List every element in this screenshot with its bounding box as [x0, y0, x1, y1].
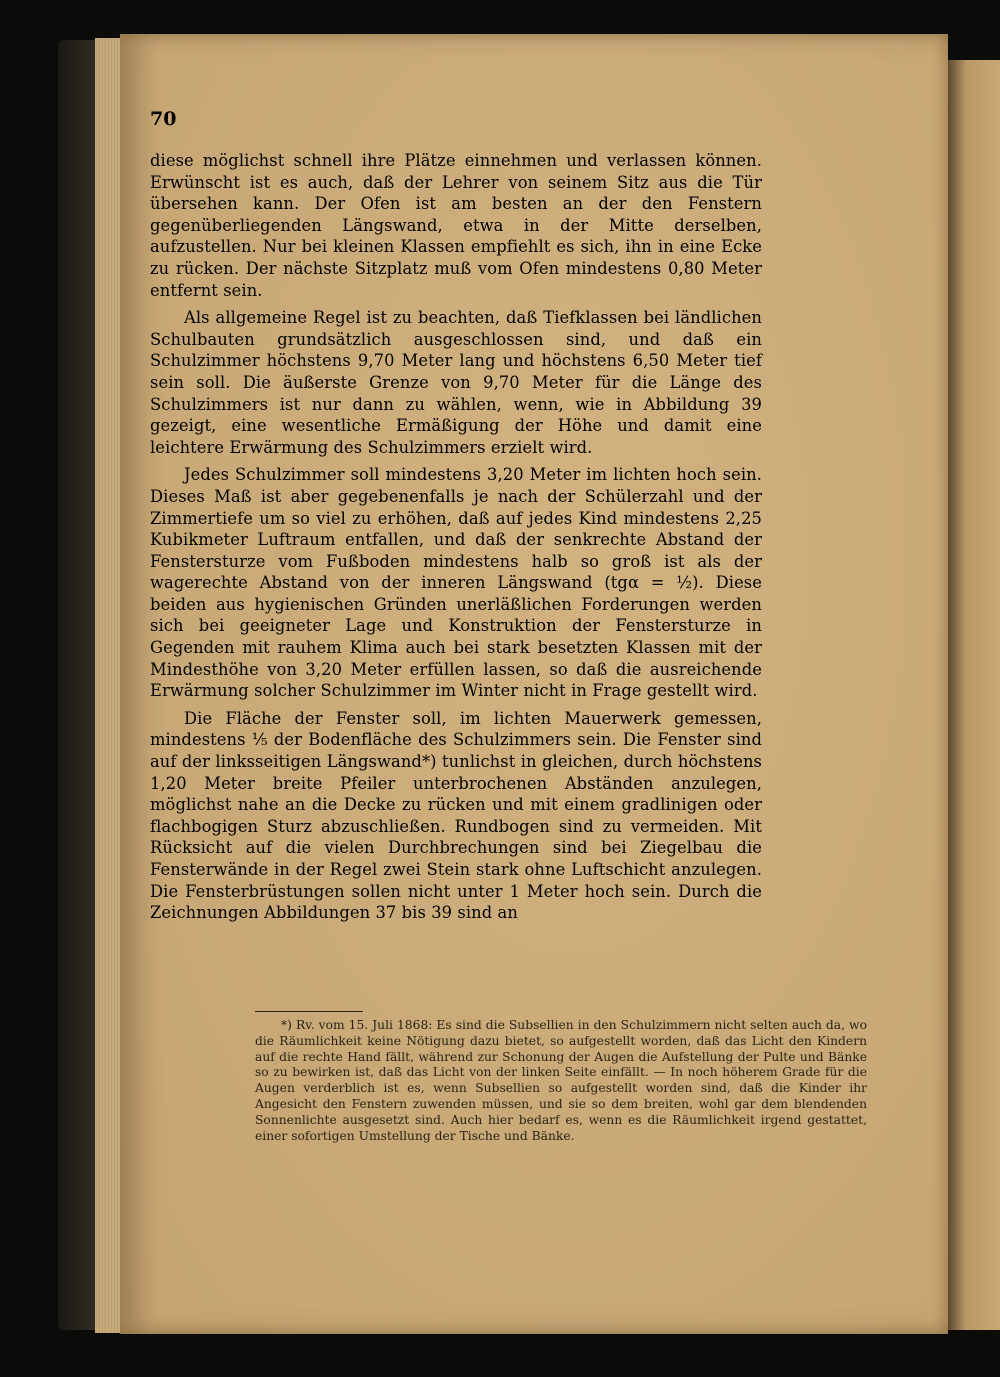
body-text: [150, 150, 762, 930]
footnote: [255, 1018, 867, 1144]
facing-page-edge: [948, 60, 1000, 1330]
footnote-text: *) Rv. vom 15. Juli 1868: Es sind die Subsellien in den Schulzimmern nicht selten auch da, wo die Räumlichkeit keine Nötigung dazu bietet, so aufgestellt worden, daß das Licht den Kindern auf die rechte Hand fällt, während zur Schonung der Augen die Aufstellung der Pulte und Bänke so zu bewirken ist, daß das Licht von der linken Seite einfällt. — In noch höherem Grade für die Augen verderblich ist es, wenn Subsellien so aufgestellt worden sind, daß die Kinder ihr Angesicht den Fenstern zuwenden müssen, und sie so dem breiten, wohl gar dem blendenden Sonnenlichte ausgesetzt sind. Auch hier bedarf es, wenn es die Räumlichkeit irgend gestattet, einer sofortigen Umstellung der Tische und Bänke.: [255, 1018, 867, 1143]
paragraph-3: Jedes Schulzimmer soll mindestens 3,20 Meter im lichten hoch sein. Dieses Maß ist aber gegebenenfalls je nach der Schülerzahl und der Zimmertiefe um so viel zu erhöhen, daß auf jedes Kind mindestens 2,25 Kubikmeter Luftraum entfallen, und daß der senkrechte Abstand der Fenstersturze vom Fußboden mindestens halb so groß ist als der wagerechte Abstand von der inneren Längswand (tgα = ½). Diese beiden aus hygienischen Gründen unerläßlichen Forderungen werden sich bei geeigneter Lage und Konstruktion der Fenstersturze in Gegenden mit rauhem Klima auch bei stark besetzten Klassen mit der Mindesthöhe von 3,20 Meter erfüllen lassen, so daß die ausreichende Erwärmung solcher Schulzimmer im Winter nicht in Frage gestellt wird.: [150, 465, 762, 701]
paragraph-2: Als allgemeine Regel ist zu beachten, daß Tiefklassen bei ländlichen Schulbauten grundsätzlich ausgeschlossen sind, und daß ein Schulzimmer höchstens 9,70 Meter lang und höchstens 6,50 Meter tief sein soll. Die äußerste Grenze von 9,70 Meter für die Länge des Schulzimmers ist nur dann zu wählen, wenn, wie in Abbildung 39 gezeigt, eine wesentliche Ermäßigung der Höhe und damit eine leichtere Erwärmung des Schulzimmers erzielt wird.: [150, 308, 762, 457]
footnote-rule: [255, 1011, 363, 1012]
paragraph-4: Die Fläche der Fenster soll, im lichten Mauerwerk gemessen, mindestens ⅕ der Bodenfläche des Schulzimmers sein. Die Fenster sind auf der linksseitigen Längswand*) tunlichst in gleichen, durch höchstens 1,20 Meter breite Pfeiler unterbrochenen Abständen anzulegen, möglichst nahe an die Decke zu rücken und mit einem gradlinigen oder flachbogigen Sturz abzuschließen. Rundbogen sind zu vermeiden. Mit Rücksicht auf die vielen Durchbrechungen sind bei Ziegelbau die Fensterwände in der Regel zwei Stein stark ohne Luftschicht anzulegen. Die Fensterbrüstungen sollen nicht unter 1 Meter hoch sein. Durch die Zeichnungen Abbildungen 37 bis 39 sind an: [150, 708, 762, 923]
page-number: 70: [150, 108, 177, 130]
paragraph-1: diese möglichst schnell ihre Plätze einnehmen und verlassen können. Erwünscht ist es auch, daß der Lehrer von seinem Sitz aus die Tür übersehen kann. Der Ofen ist am besten an der den Fenstern gegenüberliegenden Längswand, etwa in der Mitte derselben, aufzustellen. Nur bei kleinen Klassen empfiehlt es sich, ihn in eine Ecke zu rücken. Der nächste Sitzplatz muß vom Ofen mindestens 0,80 Meter entfernt sein.: [150, 151, 762, 300]
